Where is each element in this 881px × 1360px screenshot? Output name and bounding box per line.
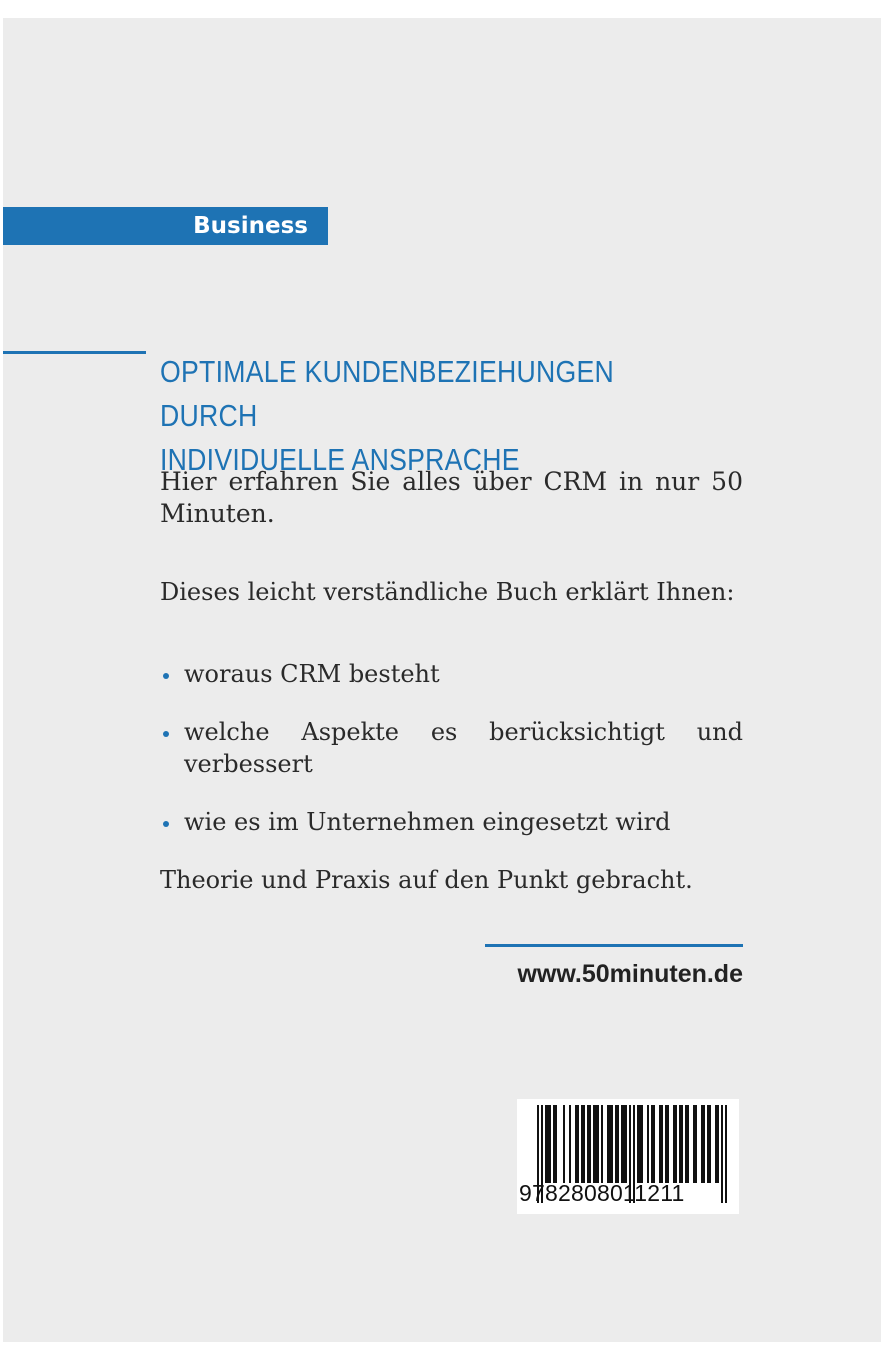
- barcode-bar: [639, 1105, 641, 1183]
- barcode-bar: [615, 1105, 617, 1183]
- barcode-bar: [709, 1105, 711, 1183]
- barcode-bar: [679, 1105, 681, 1183]
- barcode-bar: [611, 1105, 613, 1183]
- bullet-list: [160, 658, 743, 838]
- category-label: Business: [193, 213, 308, 239]
- barcode-bar: [549, 1105, 551, 1183]
- barcode-bar: [647, 1105, 649, 1183]
- barcode-bar: [597, 1105, 599, 1183]
- barcode-bar: [701, 1105, 703, 1183]
- heading-line-2: INDIVIDUELLE ANSPRACHE: [160, 442, 520, 477]
- barcode-bar: [575, 1105, 577, 1183]
- barcode-bar: [601, 1105, 603, 1183]
- category-banner: [3, 207, 328, 245]
- barcode-bar: [625, 1105, 627, 1183]
- barcode-bar: [637, 1105, 639, 1183]
- barcode-bar: [675, 1105, 677, 1183]
- heading-line-1: OPTIMALE KUNDENBEZIEHUNGEN DURCH: [160, 354, 615, 433]
- website-link[interactable]: www.50minuten.de: [517, 960, 743, 988]
- barcode-bar: [661, 1105, 663, 1183]
- barcode-bar: [665, 1105, 667, 1183]
- barcode-bar: [609, 1105, 611, 1183]
- barcode-bar: [681, 1105, 683, 1183]
- website-rule: [485, 944, 743, 947]
- barcode-bar: [593, 1105, 595, 1183]
- barcode-bar: [673, 1105, 675, 1183]
- list-item-text: woraus CRM besteht: [184, 660, 440, 688]
- barcode-bar: [641, 1105, 643, 1183]
- barcode-bar: [623, 1105, 625, 1183]
- barcode-bar: [553, 1105, 555, 1183]
- back-cover: [3, 18, 881, 1342]
- explain-text: Dieses leicht verständliche Buch erklärt Ihnen:: [160, 578, 735, 606]
- barcode-bar: [703, 1105, 705, 1183]
- barcode-bar: [587, 1105, 589, 1183]
- isbn-barcode: [517, 1099, 739, 1214]
- barcode-bar: [717, 1105, 719, 1183]
- barcode-bar: [547, 1105, 549, 1183]
- heading-rule: [3, 351, 146, 354]
- barcode-bar: [621, 1105, 623, 1183]
- barcode-bar: [653, 1105, 655, 1183]
- bullet-dot-icon: [163, 731, 169, 737]
- barcode-bar: [715, 1105, 717, 1183]
- closing-text: Theorie und Praxis auf den Punkt gebracht.: [160, 866, 693, 894]
- list-item: [160, 806, 743, 838]
- isbn-digits: 9782808011211: [519, 1180, 685, 1206]
- barcode-bar: [563, 1105, 565, 1183]
- barcode-bar: [707, 1105, 709, 1183]
- barcode-bar: [687, 1105, 689, 1183]
- intro-text: Hier erfahren Sie alles über CRM in nur 50 Minuten.: [160, 467, 743, 528]
- barcode-bar: [667, 1105, 669, 1183]
- barcode-bar: [607, 1105, 609, 1183]
- barcode-bar: [569, 1105, 571, 1183]
- barcode-bar: [589, 1105, 591, 1183]
- list-item-text: wie es im Unternehmen eingesetzt wird: [184, 808, 671, 836]
- bullet-dot-icon: [163, 673, 169, 679]
- barcode-bar: [651, 1105, 653, 1183]
- barcode-bar: [685, 1105, 687, 1183]
- barcode-bar: [545, 1105, 547, 1183]
- list-item-text: welche Aspekte es berücksichtigt und verbessert: [184, 718, 743, 778]
- barcode-bar: [595, 1105, 597, 1183]
- barcode-bar: [695, 1105, 697, 1183]
- bullet-dot-icon: [163, 821, 169, 827]
- barcode-bar: [693, 1105, 695, 1183]
- barcode-bar: [581, 1105, 583, 1183]
- list-item: [160, 716, 743, 780]
- barcode-bar: [555, 1105, 557, 1183]
- list-item: [160, 658, 743, 690]
- barcode-bar: [617, 1105, 619, 1183]
- cover-heading: [160, 350, 676, 482]
- barcode-bar: [583, 1105, 585, 1183]
- barcode-bar: [659, 1105, 661, 1183]
- barcode-bar: [577, 1105, 579, 1183]
